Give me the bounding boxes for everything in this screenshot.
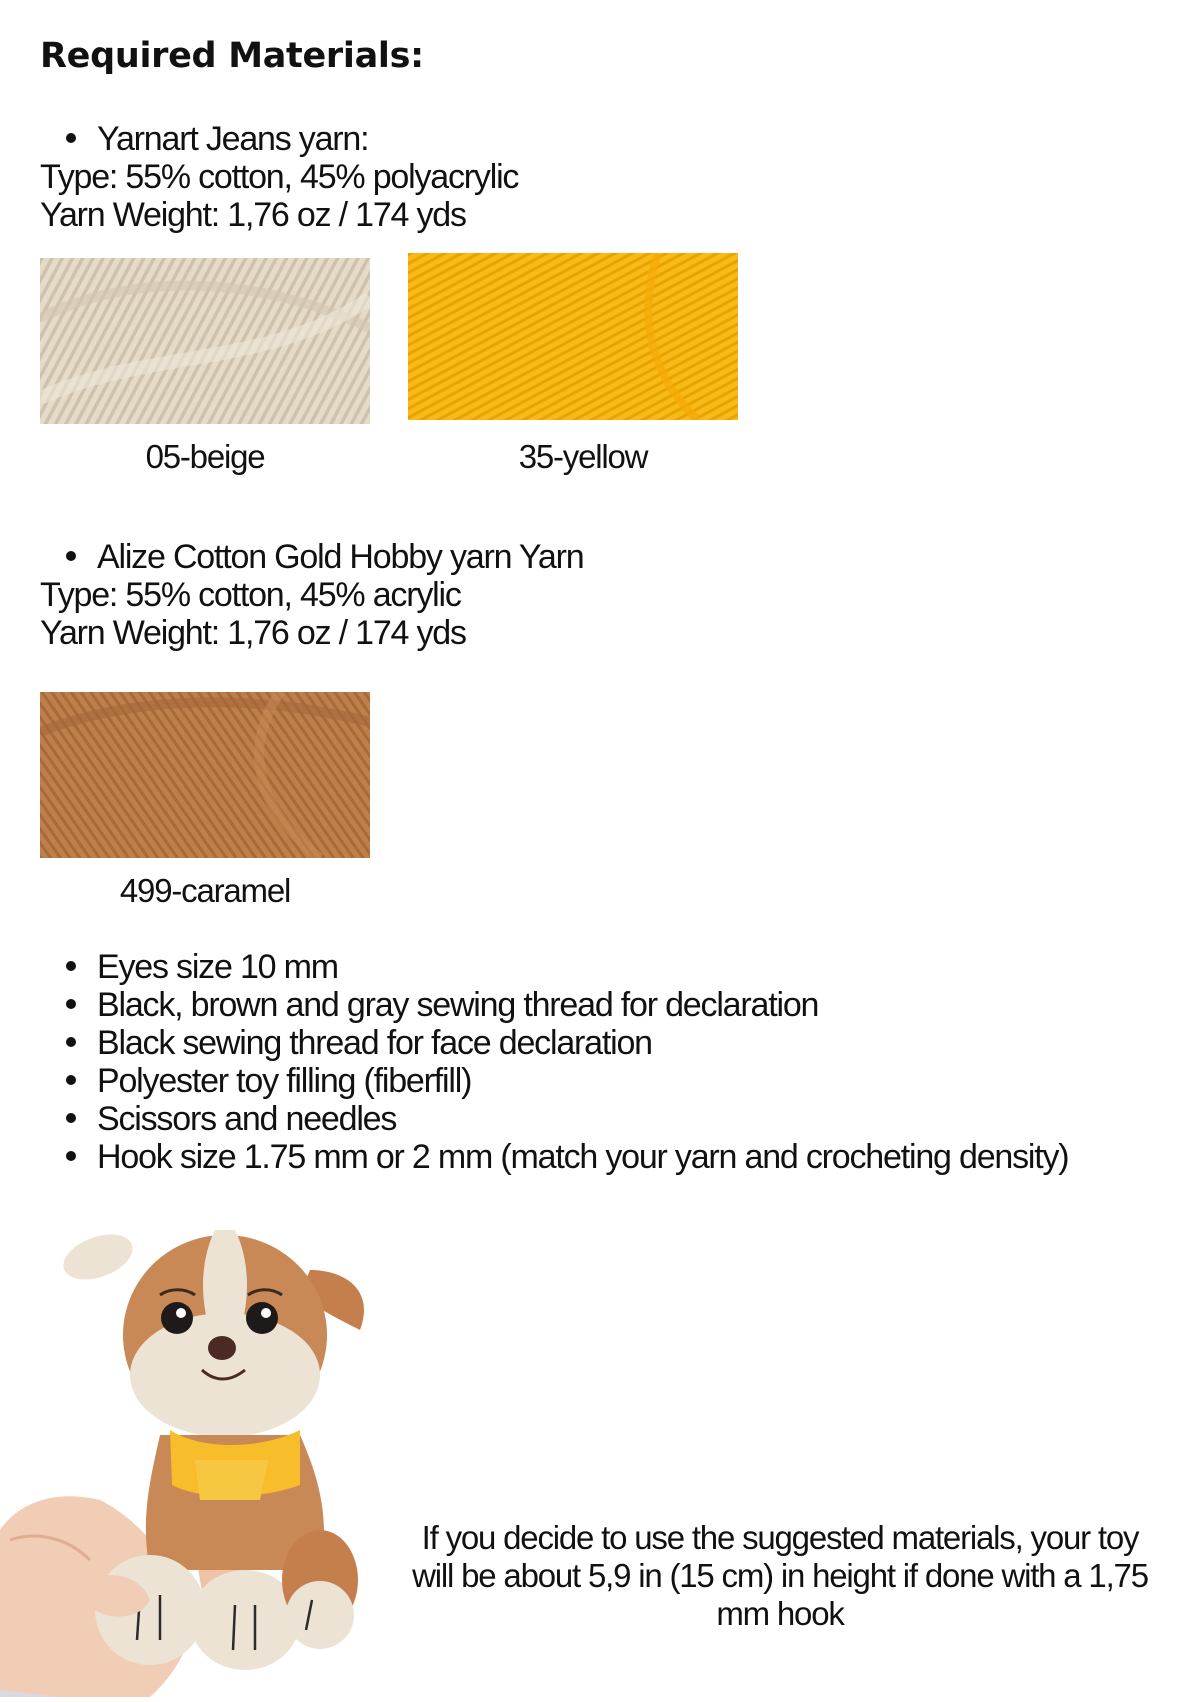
bullet-icon [66,551,76,561]
list-item: Black sewing thread for face declaration [66,1024,1068,1062]
swatch-yellow [408,253,738,420]
size-note: If you decide to use the suggested materials, your toy will be about 5,9 in (15 cm) in height if done with a 1,75 mm hook [412,1519,1148,1632]
yarn1-weight: Yarn Weight: 1,76 oz / 174 yds [40,196,466,234]
swatch-beige-label: 05-beige [145,438,265,475]
yarn2-weight: Yarn Weight: 1,76 oz / 174 yds [40,614,466,652]
yarn1-type: Type: 55% cotton, 45% polyacrylic [40,158,519,196]
bullet-icon [66,1113,76,1123]
list-item: Polyester toy filling (fiberfill) [66,1062,1068,1100]
swatch-caramel-label: 499-caramel [119,872,291,909]
swatch-beige [40,258,370,424]
list-item: Black, brown and gray sewing thread for declaration [66,986,1068,1024]
swatch-caramel [40,692,370,858]
bullet-icon [66,1151,76,1161]
list-item: Eyes size 10 mm [66,948,1068,986]
bullet-icon [66,1037,76,1047]
yarn2-item [66,538,583,576]
list-item: Hook size 1.75 mm or 2 mm (match your yarn and crocheting density) [66,1138,1068,1176]
swatch-yellow-label: 35-yellow [518,438,648,475]
bullet-icon [66,1075,76,1085]
yarn1-item [66,120,368,158]
yarn2-type: Type: 55% cotton, 45% acrylic [40,576,461,614]
materials-list [66,948,1068,1176]
page-title: Required Materials: [40,36,424,76]
list-item: Scissors and needles [66,1100,1068,1138]
toy-photo [0,1200,380,1697]
bullet-icon [66,133,76,143]
bullet-icon [66,961,76,971]
yarn1-name: Yarnart Jeans yarn: [97,120,369,158]
bullet-icon [66,999,76,1009]
yarn2-name: Alize Cotton Gold Hobby yarn Yarn [97,538,584,576]
